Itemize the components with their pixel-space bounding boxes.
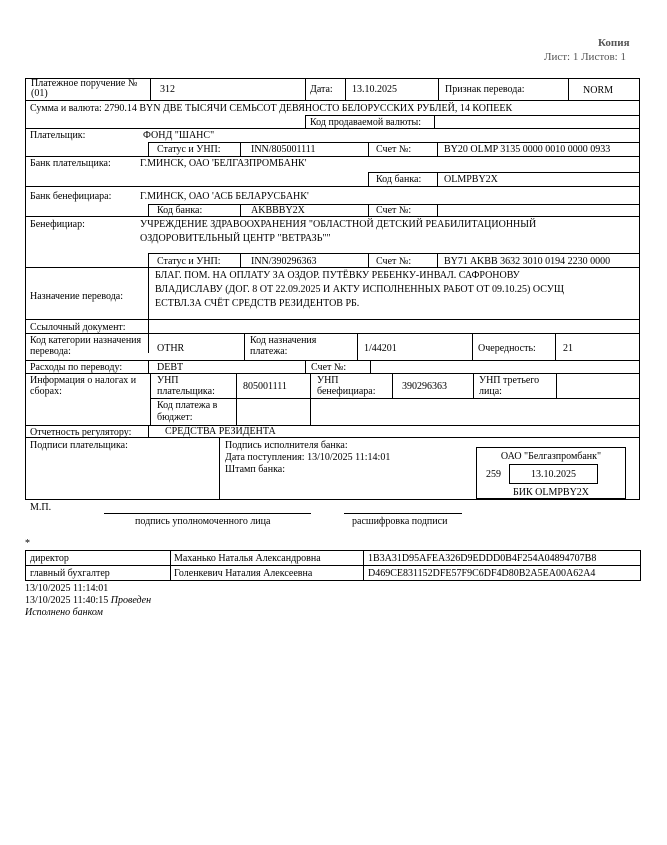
order-label: Платежное поручение № (01) (31, 78, 138, 99)
signature-decoding-caption: расшифровка подписи (352, 516, 448, 527)
beneficiary-status-label: Статус и УНП: (157, 256, 221, 267)
third-party-unp-label: УНП третьего лица: (479, 375, 540, 397)
beneficiary-name-line1: УЧРЕЖДЕНИЕ ЗДРАВООХРАНЕНИЯ "ОБЛАСТНОЙ ДЕТСКИЙ РЕАБИЛИТАЦИОННЫЙ (140, 219, 537, 230)
footnote-mark: * (25, 538, 30, 549)
beneficiary-bank-code: AKBBBY2X (251, 205, 305, 216)
category-code: OTHR (157, 343, 185, 354)
copy-label: Копия (598, 37, 630, 49)
payer-name: ФОНД "ШАНС" (143, 130, 215, 141)
purpose-line2: ВЛАДИСЛАВУ (ДОГ. 8 ОТ 22.09.2025 И АКТУ ИСПОЛНЕННЫХ РАБОТ ОТ 09.10.25) ОСУЩ (155, 284, 564, 295)
beneficiary-bank-name: Г.МИНСК, ОАО 'АСБ БЕЛАРУСБАНК' (140, 191, 309, 202)
amount-line: Сумма и валюта: 2790.14 BYN ДВЕ ТЫСЯЧИ СЕМЬСОТ ДЕВЯНОСТО БЕЛОРУССКИХ РУБЛЕЙ, 14 КОПЕЕК (30, 103, 513, 114)
purpose-code-label: Код назначения платежа: (250, 335, 317, 357)
payer-status: INN/805001111 (251, 144, 316, 155)
order-date: 13.10.2025 (352, 84, 397, 95)
stamp-date: 13.10.2025 (531, 469, 576, 480)
payer-account-label: Счет №: (376, 144, 412, 155)
signer-name: Голенкевич Наталия Алексеевна (174, 568, 313, 579)
payer-signatures-label: Подписи плательщика: (30, 440, 128, 451)
log-processed (25, 595, 151, 606)
beneficiary-label: Бенефициар: (30, 219, 85, 230)
sheets-count: Лист: 1 Листов: 1 (544, 51, 626, 63)
category-code-label: Код категории назначения перевода: (30, 335, 142, 357)
purpose-code: 1/44201 (364, 343, 397, 354)
regulator-value: СРЕДСТВА РЕЗИДЕНТА (165, 426, 276, 437)
signer-name: Маханько Наталья Александровна (174, 553, 321, 564)
beneficiary-bank-label: Банк бенефициара: (30, 191, 112, 202)
expenses-account-label: Счет №: (311, 362, 347, 373)
expenses-label: Расходы по переводу: (30, 362, 123, 373)
payer-status-label: Статус и УНП: (157, 144, 221, 155)
signer-hash: 1B3A31D95AFEA326D9EDDD0B4F254A04894707B8 (368, 553, 597, 564)
beneficiary-bank-account-label: Счет №: (376, 205, 412, 216)
stamp-bic: БИК OLMPBY2X (512, 487, 590, 498)
transfer-sign: NORM (583, 85, 614, 96)
log-processed-time: 13/10/2025 11:40:15 (25, 595, 109, 606)
log-received: 13/10/2025 11:14:01 (25, 583, 109, 594)
beneficiary-unp: 390296363 (402, 381, 447, 392)
taxes-label: Информация о налогах и сборах: (30, 375, 137, 397)
order-number: 312 (160, 84, 175, 95)
beneficiary-name-line2: ОЗДОРОВИТЕЛЬНЫЙ ЦЕНТР "ВЕТРАЗЬ"" (140, 233, 331, 244)
signer-role: главный бухгалтер (30, 568, 110, 579)
received-date: Дата поступления: 13/10/2025 11:14:01 (225, 452, 391, 463)
expenses-value: DEBT (157, 362, 184, 373)
payer-bank-code-label: Код банка: (376, 174, 422, 185)
purpose-line3: ЕСТВЛ.ЗА СЧЁТ СРЕДСТВ РЕЗИДЕНТОВ РБ. (155, 298, 360, 309)
payer-bank-name: Г.МИНСК, ОАО 'БЕЛГАЗПРОМБАНК' (140, 158, 307, 169)
stamp-number: 259 (486, 469, 501, 480)
authorized-signature-caption: подпись уполномоченного лица (135, 516, 271, 527)
beneficiary-bank-code-label: Код банка: (157, 205, 203, 216)
reference-label: Ссылочный документ: (30, 322, 126, 333)
regulator-label: Отчетность регулятору: (30, 427, 132, 438)
stamp-bank-name: ОАО "Белгазпромбанк" (500, 451, 602, 462)
beneficiary-account: BY71 AKBB 3632 3010 0194 2230 0000 (444, 256, 611, 267)
payer-unp-label: УНП плательщика: (157, 375, 215, 397)
log-executed: Исполнено банком (25, 607, 103, 618)
log-processed-status: Проведен (110, 595, 152, 606)
payer-unp: 805001111 (243, 381, 287, 392)
beneficiary-status: INN/390296363 (251, 256, 317, 267)
payer-account: BY20 OLMP 3135 0000 0010 0000 0933 (444, 144, 611, 155)
priority-value: 21 (563, 343, 573, 354)
transfer-sign-label: Признак перевода: (445, 84, 525, 95)
payer-bank-label: Банк плательщика: (30, 158, 111, 169)
bank-signer-label: Подпись исполнителя банка: (225, 440, 348, 451)
seal-mp: М.П. (30, 502, 52, 513)
signer-hash: D469CE831152DFE57F9C6DF4D80B2A5EA00A62A4 (368, 568, 596, 579)
budget-code-label: Код платежа в бюджет: (157, 400, 218, 423)
sold-currency-label: Код продаваемой валюты: (310, 117, 422, 128)
beneficiary-account-label: Счет №: (376, 256, 412, 267)
payer-label: Плательщик: (30, 130, 86, 141)
bank-stamp-label: Штамп банка: (225, 464, 285, 475)
priority-label: Очередность: (478, 343, 536, 354)
purpose-label: Назначение перевода: (30, 291, 124, 302)
beneficiary-unp-label: УНП бенефициара: (317, 375, 376, 397)
date-label: Дата: (310, 84, 333, 95)
signer-role: директор (30, 553, 69, 564)
payer-bank-code: OLMPBY2X (444, 174, 498, 185)
purpose-line1: БЛАГ. ПОМ. НА ОПЛАТУ ЗА ОЗДОР. ПУТЁВКУ РЕБЕНКУ-ИНВАЛ. САФРОНОВУ (155, 270, 520, 281)
